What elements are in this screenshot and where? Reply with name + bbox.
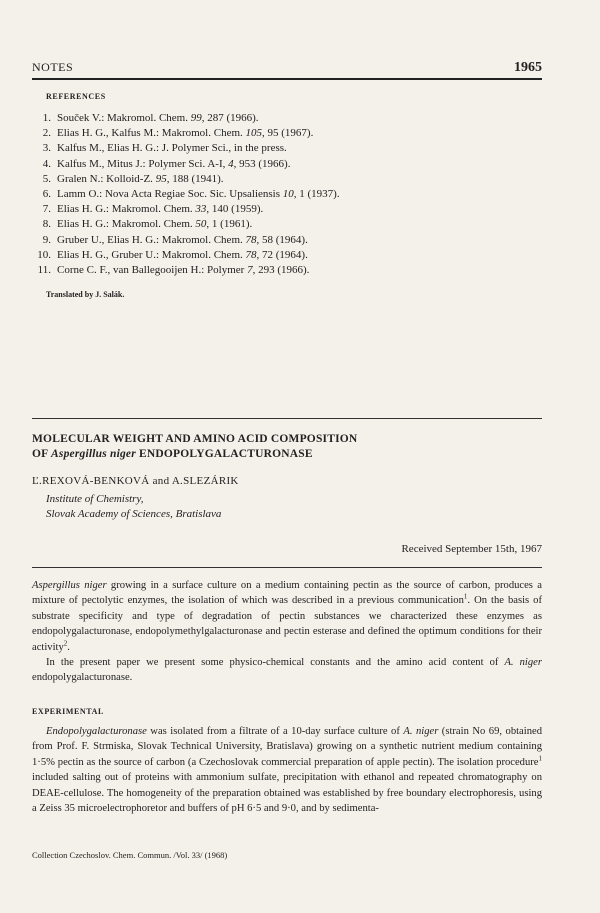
reference-list (32, 111, 532, 278)
reference-number: 5. (42, 172, 51, 185)
reference-number: 6. (42, 188, 51, 201)
reference-item (32, 172, 532, 187)
institute (46, 492, 221, 522)
reference-text: Lamm O.: Nova Acta Regiae Soc. Sic. Upsaliensis 10, 1 (1937). (57, 188, 340, 201)
reference-text: Elias H. G., Kalfus M.: Makromol. Chem. 105, 95 (1967). (57, 127, 314, 140)
reference-number: 9. (42, 233, 51, 246)
title-line-1: MOLECULAR WEIGHT AND AMINO ACID COMPOSITION (32, 433, 358, 445)
abstract-rule (32, 567, 542, 568)
reference-number: 8. (42, 218, 51, 231)
received-date: Received September 15th, 1967 (401, 543, 542, 555)
experimental-heading: EXPERIMENTAL (32, 707, 104, 716)
reference-item (32, 263, 532, 278)
intro-paragraph-2: In the present paper we present some physico-chemical constants and the amino acid content of A. niger endopolygalacturonase. (32, 657, 542, 684)
reference-number: 7. (42, 203, 51, 216)
reference-text: Corne C. F., van Ballegooijen H.: Polymer 7, 293 (1966). (57, 264, 310, 277)
reference-item (32, 141, 532, 156)
reference-text: Souček V.: Makromol. Chem. 99, 287 (1966). (57, 112, 259, 124)
page-header (32, 60, 542, 76)
article-authors: Ľ.REXOVÁ-BENKOVÁ and A.SLEZÁRIK (32, 475, 239, 487)
reference-item (32, 111, 532, 126)
reference-item (32, 217, 532, 232)
experimental-paragraph: Endopolygalacturonase was isolated from a filtrate of a 10-day surface culture of A. niger (strain No 69, obtained from Prof. F. Strmiska, Slovak Technical University, Bratislava) growing on a synthetic nutrient medium containing 1·5% pectin as the source of carbon (a Czechoslovak commercial preparation of apple pectin). The isolation procedure$^1$ included salting out of proteins with ammonium sulfate, precipitation with ethanol and repeated chromatography on DEAE-cellulose. The homogeneity of the preparation obtained was established by free boundary electrophoresis, using a Zeiss 35 microelectrophoretor and buffers of pH 6·5 and 9·0, and by sedimenta- (32, 726, 542, 815)
reference-number: 2. (42, 127, 51, 140)
references-heading: REFERENCES (46, 92, 106, 101)
reference-item (32, 233, 532, 248)
translator-note: Translated by J. Salák. (46, 290, 125, 299)
reference-item (32, 157, 532, 172)
reference-item (32, 187, 532, 202)
reference-number: 11. (37, 264, 51, 277)
page-number: 1965 (514, 60, 542, 75)
intro-text (32, 578, 542, 686)
reference-item (32, 126, 532, 141)
reference-number: 10. (37, 248, 51, 261)
title-line-2: OF Aspergillus niger ENDOPOLYGALACTURONASE (32, 448, 313, 460)
reference-number: 4. (42, 157, 51, 170)
reference-text: Elias H. G.: Makromol. Chem. 50, 1 (1961). (57, 218, 253, 231)
reference-text: Elias H. G.: Makromol. Chem. 33, 140 (1959). (57, 203, 264, 216)
reference-text: Gralen N.: Kolloid-Z. 95, 188 (1941). (57, 172, 224, 185)
reference-item (32, 202, 532, 217)
header-rule (32, 78, 542, 80)
reference-number: 3. (42, 142, 51, 155)
section-label: NOTES (32, 60, 74, 74)
reference-text: Kalfus M., Mitus J.: Polymer Sci. A-I, 4, 953 (1966). (57, 157, 291, 170)
reference-text: Kalfus M., Elias H. G.: J. Polymer Sci., in the press. (57, 142, 287, 155)
reference-item (32, 248, 532, 263)
institute-line-1: Institute of Chemistry, (46, 493, 144, 505)
journal-footer: Collection Czechoslov. Chem. Commun. /Vol. 33/ (1968) (32, 850, 228, 860)
reference-text: Gruber U., Elias H. G.: Makromol. Chem. 78, 58 (1964). (57, 233, 308, 246)
reference-number: 1. (42, 112, 51, 124)
institute-line-2: Slovak Academy of Sciences, Bratislava (46, 508, 222, 520)
intro-paragraph-1: Aspergillus niger growing in a surface culture on a medium containing pectin as the source of carbon, produces a mixture of pectolytic enzymes, the isolation of which was described in a previous communication$^1$. On the basis of substrate specificity and type of degradation of pectin substances we characterized these enzymes as endopolygalacturonase, endopolymethylgalacturonase and pectin esterase and defined the optimum conditions for their activity$^2$. (32, 580, 542, 653)
article-title (32, 432, 542, 462)
article-top-rule (32, 418, 542, 419)
reference-text: Elias H. G., Gruber U.: Makromol. Chem. 78, 72 (1964). (57, 248, 308, 261)
